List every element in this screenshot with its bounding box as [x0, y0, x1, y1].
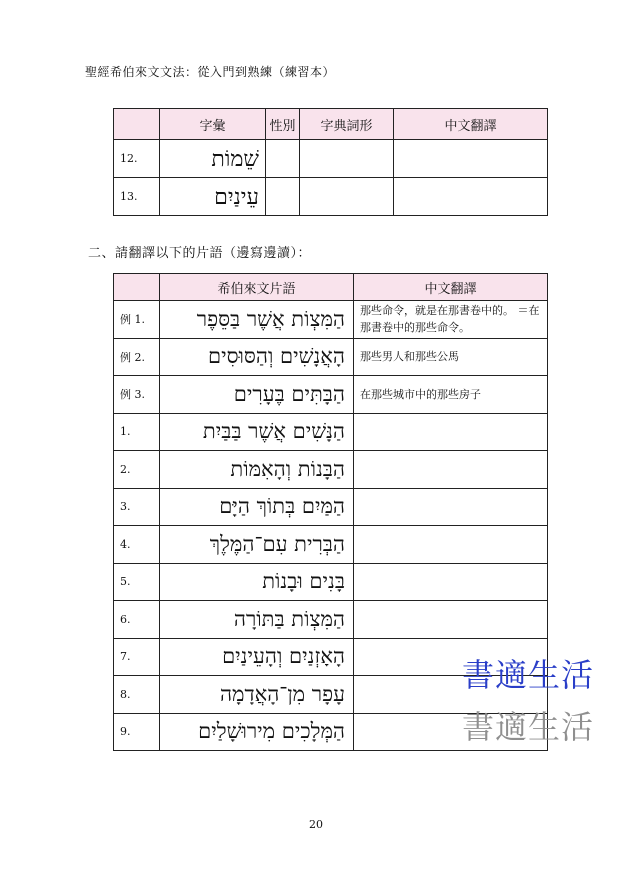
- hebrew-word: עֵינַיִם: [160, 178, 266, 216]
- translation-answer-cell[interactable]: [354, 526, 548, 564]
- row-number: 1.: [114, 413, 160, 451]
- row-number: 8.: [114, 676, 160, 714]
- translation-answer-cell[interactable]: [354, 601, 548, 639]
- hebrew-phrase: הָאֲנָשִׁים וְהַסּוּסִים: [160, 338, 354, 376]
- table-row: [114, 488, 548, 526]
- translation-answer-cell[interactable]: [354, 451, 548, 489]
- row-number: 6.: [114, 601, 160, 639]
- hebrew-phrase: הַנָּשִׁים אֲשֶׁר בַּבַּיִת: [160, 413, 354, 451]
- header-cell-vocabulary: 字彙: [160, 109, 266, 140]
- page-number: 20: [309, 818, 323, 831]
- hebrew-phrase: הַמִּצְוֹת אֲשֶׁר בַּסֵּפֶר: [160, 301, 354, 339]
- header-cell-number: [114, 274, 160, 301]
- running-header: 聖經希伯來文文法：從入門到熟練（練習本）: [85, 65, 336, 79]
- header-cell-hebrew-phrase: 希伯來文片語: [160, 274, 354, 301]
- header-cell-lexical-form: 字典詞形: [300, 109, 394, 140]
- gender-answer-cell[interactable]: [266, 140, 300, 178]
- hebrew-phrase: הָאָזְנַיִם וְהָעֵינַיִם: [160, 638, 354, 676]
- hebrew-phrase: הַבְּרִית עִם־הַמֶּלֶךְ: [160, 526, 354, 564]
- table-row: [114, 563, 548, 601]
- gender-answer-cell[interactable]: [266, 178, 300, 216]
- row-number: 7.: [114, 638, 160, 676]
- watermark-primary: 書適生活: [462, 656, 595, 694]
- watermark-secondary: 書適生活: [462, 708, 595, 746]
- header-cell-number: [114, 109, 160, 140]
- header-cell-gender: 性別: [266, 109, 300, 140]
- table-row: [114, 301, 548, 339]
- hebrew-phrase: עָפָר מִן־הָאֲדָמָה: [160, 676, 354, 714]
- row-number: 3.: [114, 488, 160, 526]
- header-cell-chinese-translation: 中文翻譯: [354, 274, 548, 301]
- hebrew-phrase: הַמַּיִם בְּתוֹךְ הַיָּם: [160, 488, 354, 526]
- table-row: [114, 338, 548, 376]
- row-number: 13.: [114, 178, 160, 216]
- row-number: 12.: [114, 140, 160, 178]
- translation-answer-cell[interactable]: [394, 140, 548, 178]
- row-number: 2.: [114, 451, 160, 489]
- table-row: [114, 413, 548, 451]
- row-number: 例 3.: [114, 376, 160, 414]
- hebrew-phrase: הַמִּצְוֹת בַּתּוֹרָה: [160, 601, 354, 639]
- row-number: 例 2.: [114, 338, 160, 376]
- row-number: 5.: [114, 563, 160, 601]
- header-cell-chinese-translation: 中文翻譯: [394, 109, 548, 140]
- example-translation: 那些男人和那些公馬: [354, 338, 548, 376]
- phrase-table-header: [114, 274, 548, 301]
- example-translation: 在那些城市中的那些房子: [354, 376, 548, 414]
- row-number: 4.: [114, 526, 160, 564]
- vocabulary-table: [113, 108, 548, 216]
- hebrew-phrase: הַבָּתִּים בֶּעָרִים: [160, 376, 354, 414]
- translation-answer-cell[interactable]: [354, 413, 548, 451]
- lexical-form-answer-cell[interactable]: [300, 178, 394, 216]
- table-row: [114, 526, 548, 564]
- translation-answer-cell[interactable]: [354, 563, 548, 601]
- vocabulary-table-header: [114, 109, 548, 140]
- table-row: [114, 376, 548, 414]
- table-row: [114, 451, 548, 489]
- hebrew-word: שֵׁמוֹת: [160, 140, 266, 178]
- hebrew-phrase: הַמְּלָכִים מִירוּשָׁלַיִם: [160, 713, 354, 751]
- translation-answer-cell[interactable]: [394, 178, 548, 216]
- row-number: 9.: [114, 713, 160, 751]
- table-row: [114, 140, 548, 178]
- example-translation: 那些命令，就是在那書卷中的。 ＝在那書卷中的那些命令。: [354, 301, 548, 339]
- row-number: 例 1.: [114, 301, 160, 339]
- translation-answer-cell[interactable]: [354, 488, 548, 526]
- hebrew-phrase: בָּנִים וּבָנוֹת: [160, 563, 354, 601]
- lexical-form-answer-cell[interactable]: [300, 140, 394, 178]
- table-row: [114, 601, 548, 639]
- hebrew-phrase: הַבָּנוֹת וְהָאִמּוֹת: [160, 451, 354, 489]
- section-heading: 二、請翻譯以下的片語（邊寫邊讀）：: [88, 246, 312, 261]
- table-row: [114, 178, 548, 216]
